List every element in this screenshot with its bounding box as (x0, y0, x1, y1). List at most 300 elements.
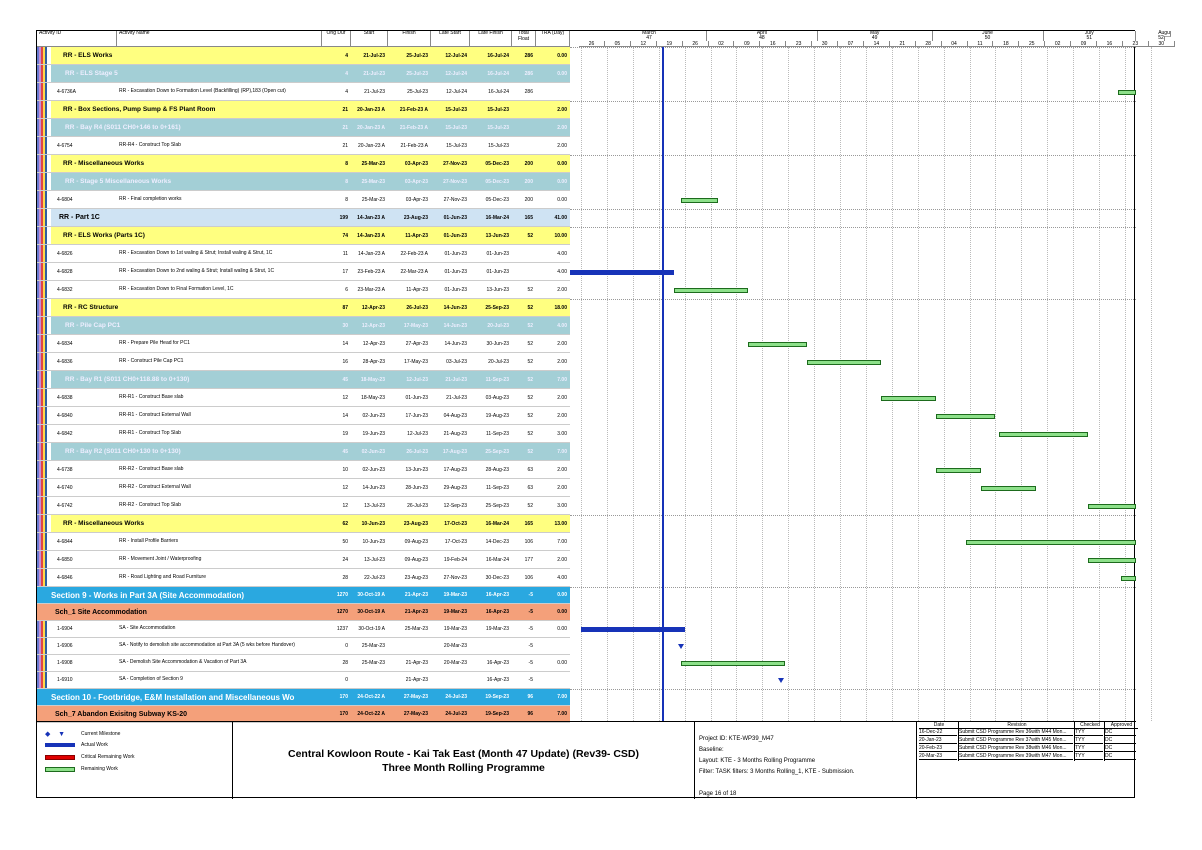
week-label: 49 (818, 36, 933, 42)
remaining-work-bar[interactable] (807, 360, 881, 365)
remaining-work-bar[interactable] (681, 198, 718, 203)
column-header-tra[interactable]: TRA (Day) (536, 31, 570, 47)
cell-tfloat: 52 (527, 286, 533, 293)
cell-dur: 19 (342, 430, 348, 437)
cell-start: 20-Jan-23 A (358, 142, 385, 149)
revision-col-divider (1074, 722, 1075, 761)
cell-lstart: 24-Jul-23 (445, 694, 467, 700)
week-gridline (762, 47, 763, 721)
wbs-indent-strip (37, 245, 51, 262)
cell-lfinish: 05-Dec-23 (485, 196, 509, 203)
milestone-icon: ◆ ▼ (45, 731, 66, 738)
column-header-tfloat[interactable]: Total Float (512, 31, 536, 47)
cell-tfloat: -5 (528, 660, 533, 666)
cell-finish: 21-Feb-23 A (400, 142, 428, 149)
cell-id: 4-6804 (57, 196, 73, 203)
week-label: 52 (1158, 35, 1164, 41)
cell-dur: 12 (342, 484, 348, 491)
cell-tra: 0.00 (557, 70, 567, 77)
day-label: 16 (760, 41, 786, 47)
remaining-work-swatch (45, 767, 75, 772)
legend-label: Current Milestone (81, 731, 121, 737)
legend-remaining (45, 766, 118, 772)
week-gridline (633, 47, 634, 721)
column-header-lfinish[interactable]: Late Finish (470, 31, 512, 47)
cell-start: 13-Jul-23 (364, 556, 385, 563)
week-gridline (1125, 47, 1126, 721)
cell-start: 02-Jun-23 (361, 448, 385, 455)
cell-lfinish: 19-Sep-23 (485, 711, 509, 717)
wbs-indent-strip (37, 371, 51, 388)
cell-start: 21-Jul-23 (363, 70, 385, 77)
cell-dur: 6 (345, 286, 348, 293)
month-label: April (707, 31, 818, 37)
wbs-indent-strip (37, 155, 51, 172)
cell-finish: 21-Feb-23 A (399, 124, 428, 131)
day-label: 09 (1071, 41, 1097, 47)
cell-start: 30-Oct-19 A (358, 626, 385, 632)
cell-start: 25-Mar-23 (361, 643, 385, 649)
day-label: 26 (683, 41, 709, 47)
cell-name: RR - Bay R4 (S011 CH0+146 to 0+161) (65, 124, 181, 131)
cell-dur: 170 (339, 694, 348, 700)
cell-lfinish: 25-Sep-23 (485, 448, 509, 455)
activity-row[interactable] (37, 353, 570, 371)
wbs-row[interactable] (37, 443, 570, 461)
day-label: 18 (993, 41, 1019, 47)
wbs-indent-strip (37, 621, 51, 637)
remaining-work-bar[interactable] (674, 288, 748, 293)
day-label: 16 (1097, 41, 1123, 47)
wbs-row[interactable] (37, 689, 570, 706)
cell-name: RR-R4 - Construct Top Slab (119, 141, 181, 148)
revision-cell-approved: DC (1105, 737, 1136, 744)
wbs-row[interactable] (37, 119, 570, 137)
cell-name: RR - Miscellaneous Works (63, 160, 145, 167)
cell-start: 18-May-23 (360, 376, 385, 383)
cell-lfinish: 25-Sep-23 (485, 304, 509, 311)
cell-lfinish: 20-Jul-23 (487, 322, 509, 329)
cell-lstart: 17-Oct-23 (444, 520, 467, 527)
cell-tfloat (512, 137, 536, 154)
cell-start: 23-Mar-23 A (357, 286, 385, 293)
activity-row[interactable] (37, 479, 570, 497)
month-label: March (592, 31, 707, 37)
cell-dur: 17 (342, 268, 348, 275)
revision-cell-revision: Submit CSD Programme Rev 39with M47 Mon... (959, 753, 1073, 760)
wbs-row[interactable] (37, 173, 570, 191)
cell-name: RR - ELS Works (63, 52, 113, 59)
cell-tra: 2.00 (557, 106, 567, 113)
cell-id: 4-6850 (57, 556, 73, 563)
cell-lstart: 03-Jul-23 (446, 358, 467, 365)
column-header-finish[interactable]: Finish (388, 31, 431, 47)
cell-tfloat: 96 (527, 711, 533, 717)
cell-dur: 199 (339, 214, 348, 221)
cell-tra: 7.00 (557, 376, 567, 383)
week-gridline (1073, 47, 1074, 721)
revision-cell-approved: DC (1105, 745, 1136, 752)
activity-row[interactable] (37, 569, 570, 587)
wbs-row[interactable] (37, 317, 570, 335)
wbs-indent-strip (37, 335, 51, 352)
cell-tra: 4.00 (557, 250, 567, 257)
cell-name: RR - Movement Joint / Waterproofing (119, 555, 202, 562)
milestone-marker[interactable] (778, 678, 784, 683)
wbs-indent-strip (37, 299, 51, 316)
wbs-indent-strip (37, 672, 51, 688)
cell-lfinish: 13-Jun-23 (486, 286, 509, 293)
cell-id: 1-6904 (57, 626, 73, 632)
group-separator (570, 689, 1136, 690)
day-label: 09 (734, 41, 760, 47)
cell-tfloat: 286 (524, 88, 533, 95)
cell-tra (536, 83, 570, 100)
cell-id: 4-6754 (57, 142, 73, 149)
cell-lfinish: 16-Mar-24 (485, 214, 509, 221)
cell-tfloat: -5 (528, 677, 533, 683)
actual-work-swatch (45, 743, 75, 747)
cell-tra: 18.00 (554, 304, 567, 311)
day-label: 11 (968, 41, 994, 47)
week-gridline (892, 47, 893, 721)
cell-lfinish: 19-Mar-23 (485, 626, 509, 632)
cell-name: RR - Box Sections, Pump Sump & FS Plant Room (63, 106, 216, 113)
cell-id: 4-6836 (57, 358, 73, 365)
cell-tfloat: 52 (527, 376, 533, 383)
cell-start: 14-Jan-23 A (357, 214, 385, 221)
cell-name: RR - Excavation Down to Final Formation Level, 1C (119, 285, 234, 292)
legend-box (37, 722, 233, 799)
cell-lstart: 01-Jun-23 (443, 214, 467, 221)
cell-lfinish: 14-Dec-23 (485, 538, 509, 545)
week-gridline (866, 47, 867, 721)
cell-tfloat (512, 101, 536, 118)
cell-tfloat: 106 (524, 538, 533, 545)
cell-tfloat: 52 (527, 394, 533, 401)
cell-name: RR - Construct Pile Cap PC1 (119, 357, 184, 364)
wbs-row[interactable] (37, 587, 570, 604)
wbs-indent-strip (37, 263, 51, 280)
cell-finish: 25-Mar-23 (404, 626, 428, 632)
cell-id: 4-6842 (57, 430, 73, 437)
cell-lfinish: 05-Dec-23 (485, 178, 509, 185)
cell-dur: 0 (345, 643, 348, 649)
cell-name: RR - Road Lighting and Road Furniture (119, 573, 206, 580)
activity-row[interactable] (37, 672, 570, 689)
wbs-row[interactable] (37, 299, 570, 317)
activity-row[interactable] (37, 533, 570, 551)
cell-finish: 23-Aug-23 (403, 214, 428, 221)
cell-name: RR - ELS Works (Parts 1C) (63, 232, 145, 239)
cell-dur: 8 (345, 178, 348, 185)
remaining-work-bar[interactable] (1088, 504, 1136, 509)
cell-id: 4-6828 (57, 268, 73, 275)
cell-id: 4-6738 (57, 466, 73, 473)
cell-start: 30-Oct-19 A (357, 592, 385, 598)
week-gridline (736, 47, 737, 721)
cell-name: RR-R1 - Construct Top Slab (119, 429, 181, 436)
day-label: 04 (942, 41, 968, 47)
revision-header-date: Date (919, 722, 959, 729)
wbs-row[interactable] (37, 155, 570, 173)
cell-lstart: 14-Jun-23 (443, 304, 467, 311)
cell-id: 4-6742 (57, 502, 73, 509)
wbs-row[interactable] (37, 604, 570, 621)
cell-tra: 7.00 (557, 538, 567, 545)
cell-dur: 1237 (336, 626, 348, 632)
cell-name: RR - Part 1C (59, 214, 100, 221)
week-label: 48 (707, 36, 818, 42)
cell-finish: 23-Aug-23 (403, 520, 428, 527)
cell-finish: 03-Apr-23 (404, 178, 428, 185)
revision-cell-checked: TYY (1075, 737, 1103, 744)
day-label: 02 (709, 41, 735, 47)
critical-bar[interactable] (581, 627, 685, 632)
cell-tfloat: 52 (527, 448, 533, 455)
project-id: Project ID: KTE-WP39_M47 (699, 736, 774, 742)
column-header-id[interactable]: Activity ID (37, 31, 117, 47)
week-gridline (1021, 47, 1022, 721)
cell-start: 22-Jul-23 (364, 574, 385, 581)
cell-lfinish: 16-Apr-23 (485, 609, 509, 615)
wbs-indent-strip (37, 209, 51, 226)
cell-lfinish: 11-Sep-23 (485, 376, 509, 383)
cell-lfinish: 11-Sep-23 (486, 484, 509, 491)
wbs-indent-strip (37, 497, 51, 514)
remaining-work-bar[interactable] (999, 432, 1088, 437)
revision-header-revision: Revision (959, 722, 1075, 729)
activity-row[interactable] (37, 621, 570, 638)
schedule-sheet (36, 30, 1170, 798)
revision-cell-revision: Submit CSD Programme Rev 36with M44 Mon... (959, 729, 1073, 736)
column-header-lstart[interactable]: Late Start (431, 31, 470, 47)
legend-critical (45, 754, 135, 760)
wbs-row[interactable] (37, 227, 570, 245)
cell-lstart: 27-Nov-23 (443, 574, 467, 581)
cell-name: RR - Excavation Down to 1st waling & Strut; Install waling & Strut, 1C (119, 249, 273, 256)
week-gridline (607, 47, 608, 721)
cell-tfloat: 286 (524, 70, 533, 77)
activity-row[interactable] (37, 191, 570, 209)
cell-lstart: 17-Aug-23 (443, 466, 467, 473)
cell-lfinish: 11-Sep-23 (486, 430, 509, 437)
cell-tra: 2.00 (557, 358, 567, 365)
cell-tfloat: 52 (527, 412, 533, 419)
revision-header-approved: Approved (1105, 722, 1138, 729)
cell-start: 25-Mar-23 (361, 160, 385, 167)
milestone-marker[interactable] (678, 644, 684, 649)
revision-col-divider (1104, 722, 1105, 761)
wbs-row[interactable] (37, 101, 570, 119)
revision-cell-date: 16-Dec-22 (919, 729, 957, 736)
cell-name: SA - Site Accommodation (119, 625, 176, 632)
cell-dur: 4 (345, 52, 348, 59)
column-header-start[interactable]: Start (351, 31, 388, 47)
week-label: 50 (933, 36, 1044, 42)
cell-tra: 4.00 (557, 268, 567, 275)
remaining-work-bar[interactable] (881, 396, 936, 401)
activity-row[interactable] (37, 551, 570, 569)
remaining-work-bar[interactable] (748, 342, 807, 347)
wbs-row[interactable] (37, 515, 570, 533)
day-label: 30 (812, 41, 838, 47)
cell-lstart: 24-Jul-23 (445, 711, 467, 717)
activity-row[interactable] (37, 389, 570, 407)
cell-start: 18-May-23 (361, 394, 385, 401)
cell-lfinish: 16-Mar-24 (485, 520, 509, 527)
cell-tfloat: 52 (527, 430, 533, 437)
cell-tfloat: 52 (527, 322, 533, 329)
cell-lstart: 12-Jul-24 (445, 52, 467, 59)
activity-row[interactable] (37, 638, 570, 655)
cell-dur: 12 (342, 502, 348, 509)
cell-tra: 2.00 (557, 142, 567, 149)
cell-name: RR - Prepare Pile Head for PC1 (119, 339, 190, 346)
cell-tra: 2.00 (557, 340, 567, 347)
column-header-name[interactable]: Activity Name (117, 31, 322, 47)
remaining-work-bar[interactable] (936, 414, 995, 419)
cell-finish: 12-Jul-23 (406, 376, 428, 383)
cell-lfinish: 15-Jul-23 (488, 142, 509, 149)
cell-name: RR - Excavation Down to 2nd waling & Strut; Install waling & Strut, 1C (119, 267, 275, 274)
week-gridline (788, 47, 789, 721)
activity-row[interactable] (37, 281, 570, 299)
cell-tfloat: 96 (527, 694, 533, 700)
revision-box (917, 722, 1136, 799)
column-header-dur[interactable]: Orig Dur (322, 31, 351, 47)
cell-tra: 0.00 (557, 52, 567, 59)
cell-tra: 0.00 (557, 592, 567, 598)
week-gridline (711, 47, 712, 721)
cell-tfloat: 200 (524, 160, 533, 167)
cell-dur: 45 (342, 448, 348, 455)
day-label: 26 (579, 41, 605, 47)
activity-row[interactable] (37, 335, 570, 353)
week-gridline (970, 47, 971, 721)
wbs-indent-strip (37, 425, 51, 442)
cell-finish: 22-Feb-23 A (400, 250, 428, 257)
cell-finish: 11-Apr-23 (406, 286, 428, 293)
cell-name: RR-R2 - Construct Top Slab (119, 501, 181, 508)
activity-row[interactable] (37, 655, 570, 672)
remaining-work-bar[interactable] (1088, 558, 1136, 563)
cell-dur: 4 (345, 88, 348, 95)
activity-row[interactable] (37, 245, 570, 263)
day-label: 23 (786, 41, 812, 47)
activity-row[interactable] (37, 407, 570, 425)
cell-name: RR - ELS Stage 5 (65, 70, 118, 77)
group-separator (570, 47, 1136, 48)
cell-name: Sch_1 Site Accommodation (55, 608, 147, 616)
week-label: 47 (592, 36, 707, 42)
wbs-indent-strip (37, 551, 51, 568)
cell-start: 25-Mar-23 (361, 178, 385, 185)
cell-finish: 01-Jun-23 (405, 394, 428, 401)
cell-id: 4-6740 (57, 484, 73, 491)
cell-lfinish: 16-Apr-23 (485, 592, 509, 598)
cell-lstart: 17-Oct-23 (444, 538, 467, 545)
cell-tra: 3.00 (557, 430, 567, 437)
cell-id: 1-6906 (57, 643, 73, 649)
cell-finish: 17-May-23 (403, 322, 428, 329)
cell-dur: 14 (342, 412, 348, 419)
cell-name: SA - Demolish Site Accommodation & Vacation of Part 3A (119, 659, 247, 666)
week-gridline (581, 47, 582, 721)
group-separator (570, 101, 1136, 102)
remaining-work-bar[interactable] (966, 540, 1136, 545)
wbs-indent-strip (37, 461, 51, 478)
critical-bar[interactable] (570, 270, 674, 275)
activity-row[interactable] (37, 425, 570, 443)
remaining-work-bar[interactable] (981, 486, 1036, 491)
activity-row[interactable] (37, 497, 570, 515)
cell-lfinish (470, 638, 512, 654)
month-label: June (933, 31, 1044, 37)
activity-row[interactable] (37, 263, 570, 281)
cell-tfloat: 52 (527, 340, 533, 347)
cell-tra: 3.00 (557, 502, 567, 509)
week-gridline (1047, 47, 1048, 721)
cell-lfinish: 19-Sep-23 (485, 694, 509, 700)
cell-dur: 1270 (336, 609, 348, 615)
project-info-box (695, 722, 917, 799)
week-gridline (1099, 47, 1100, 721)
day-label: 28 (916, 41, 942, 47)
cell-tfloat: 52 (527, 304, 533, 311)
cell-start: 24-Oct-22 A (357, 711, 385, 717)
cell-dur: 11 (342, 250, 348, 257)
cell-lfinish: 16-Jul-24 (487, 52, 509, 59)
wbs-row[interactable] (37, 65, 570, 83)
cell-tfloat: 63 (527, 484, 533, 491)
cell-tra: 0.00 (557, 160, 567, 167)
remaining-work-bar[interactable] (936, 468, 980, 473)
cell-tra: 2.00 (557, 556, 567, 563)
activity-row[interactable] (37, 461, 570, 479)
activity-row[interactable] (37, 137, 570, 155)
wbs-indent-strip (37, 569, 51, 586)
group-separator (570, 155, 1136, 156)
wbs-row[interactable] (37, 371, 570, 389)
cell-dur: 0 (345, 677, 348, 683)
cell-tra: 7.00 (557, 694, 567, 700)
remaining-work-bar[interactable] (1121, 576, 1136, 581)
gantt-chart (570, 30, 1170, 721)
cell-finish: 21-Apr-23 (404, 609, 428, 615)
remaining-work-bar[interactable] (681, 661, 785, 666)
cell-dur: 30 (342, 322, 348, 329)
day-label: 12 (631, 41, 657, 47)
cell-lstart: 29-Aug-23 (443, 484, 467, 491)
remaining-work-bar[interactable] (1118, 90, 1136, 95)
wbs-row[interactable] (37, 47, 570, 65)
cell-lstart: 21-Aug-23 (443, 430, 467, 437)
wbs-indent-strip (37, 191, 51, 208)
cell-lstart: 01-Jun-23 (444, 286, 467, 293)
cell-lfinish: 01-Jun-23 (486, 250, 509, 257)
wbs-indent-strip (37, 119, 51, 136)
week-gridline (918, 47, 919, 721)
activity-row[interactable] (37, 83, 570, 101)
wbs-row[interactable] (37, 209, 570, 227)
month-label: July (1044, 31, 1136, 37)
week-gridline (685, 47, 686, 721)
cell-dur: 87 (342, 304, 348, 311)
cell-id: 4-6844 (57, 538, 73, 545)
cell-lstart: 12-Sep-23 (443, 502, 467, 509)
cell-dur: 50 (342, 538, 348, 545)
